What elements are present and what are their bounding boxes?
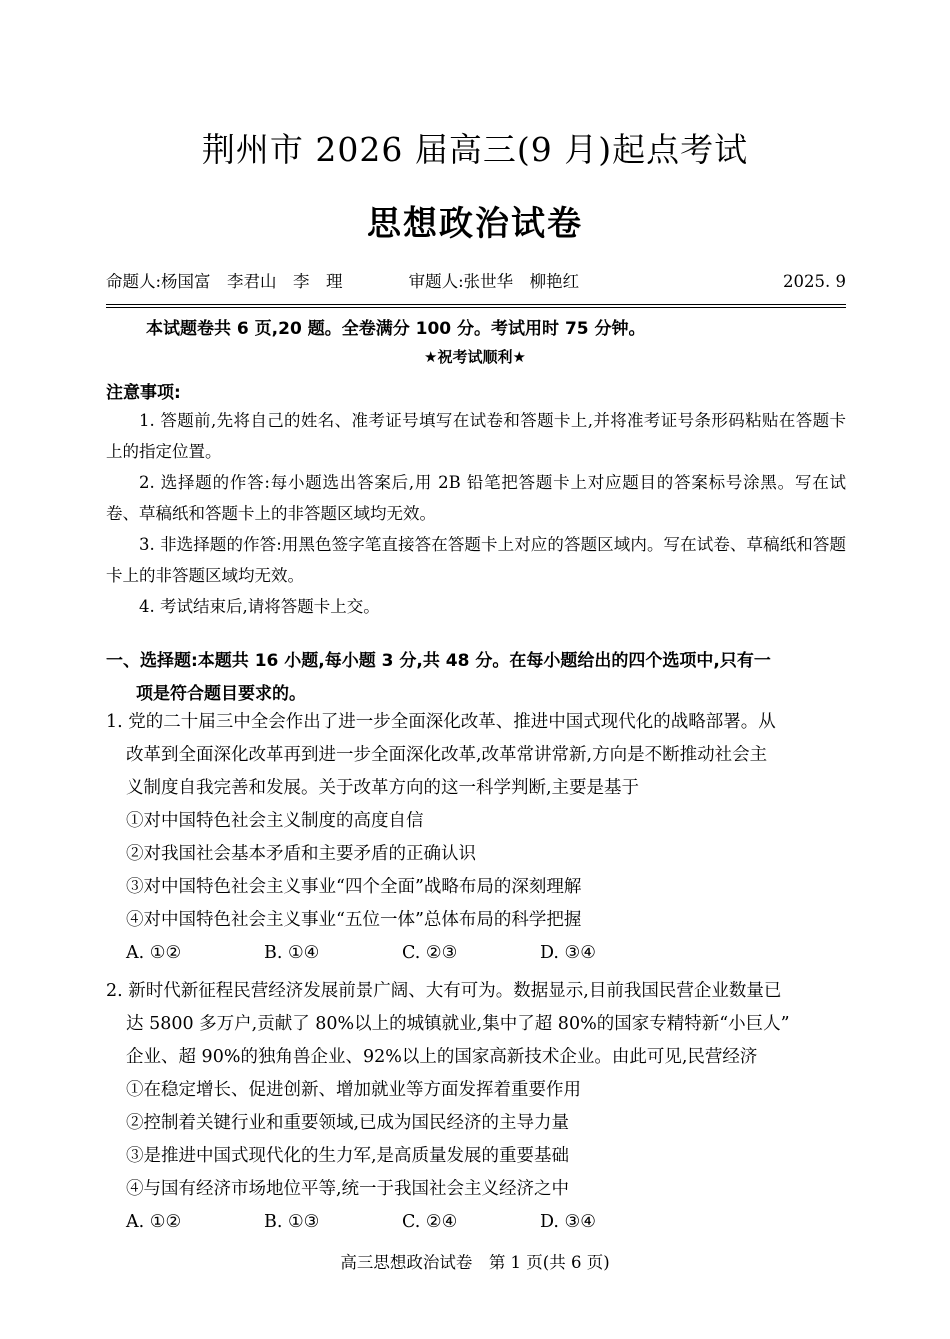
choice-d: D. ③④ [540, 943, 596, 963]
section-heading-line: 项是符合题目要求的。 [136, 684, 306, 704]
question-option: ①对中国特色社会主义制度的高度自信 [126, 811, 424, 831]
choice-c: C. ②④ [402, 1212, 458, 1232]
notes-list [106, 405, 846, 622]
choice-d: D. ③④ [540, 1212, 596, 1232]
question-option: ④对中国特色社会主义事业“五位一体”总体布局的科学把握 [126, 910, 582, 930]
question-2 [106, 975, 846, 1239]
answer-choices [106, 937, 846, 970]
question-stem-line: 2. 新时代新征程民营经济发展前景广阔、大有可为。数据显示,目前我国民营企业数量已 [106, 981, 782, 1001]
note-item: 4. 考试结束后,请将答题卡上交。 [139, 597, 380, 616]
author-names [106, 268, 579, 292]
note-item: 3. 非选择题的作答:用黑色签字笔直接答在答题卡上对应的答题区域内。写在试卷、草稿纸和答题卡上的非答题区域均无效。 [106, 535, 846, 585]
reviewers: 审题人:张世华 柳艳红 [408, 272, 580, 291]
question-option: ①在稳定增长、促进创新、增加就业等方面发挥着重要作用 [126, 1080, 581, 1100]
header-rule-bottom [106, 307, 846, 308]
choice-a: A. ①② [126, 943, 182, 963]
exam-date: 2025. 9 [783, 272, 846, 291]
note-item: 1. 答题前,先将自己的姓名、准考证号填写在试卷和答题卡上,并将准考证号条形码粘贴在答题卡上的指定位置。 [106, 411, 846, 461]
question-option: ②对我国社会基本矛盾和主要矛盾的正确认识 [126, 844, 476, 864]
choice-b: B. ①③ [264, 1212, 320, 1232]
exam-title: 荆州市 2026 届高三(9 月)起点考试 [201, 130, 749, 169]
section-heading-line: 一、选择题:本题共 16 小题,每小题 3 分,共 48 分。在每小题给出的四个选项中,只有一 [106, 651, 771, 671]
question-option: ③对中国特色社会主义事业“四个全面”战略布局的深刻理解 [126, 877, 582, 897]
section-heading [106, 645, 846, 711]
header-rule-top [106, 304, 846, 305]
subject-title: 思想政治试卷 [367, 204, 583, 244]
question-stem-line: 企业、超 90%的独角兽企业、92%以上的国家高新技术企业。由此可见,民营经济 [126, 1047, 758, 1067]
choice-c: C. ②③ [402, 943, 458, 963]
question-1 [106, 706, 846, 970]
question-option: ③是推进中国式现代化的生力军,是高质量发展的重要基础 [126, 1146, 570, 1166]
notes-title: 注意事项: [106, 383, 181, 403]
good-luck-banner: ★祝考试顺利★ [424, 348, 526, 366]
exam-summary: 本试题卷共 6 页,20 题。全卷满分 100 分。考试用时 75 分钟。 [146, 319, 646, 339]
question-stem-line: 达 5800 多万户,贡献了 80%以上的城镇就业,集中了超 80%的国家专精特新“小巨人” [126, 1014, 790, 1034]
question-stem-line: 改革到全面深化改革再到进一步全面深化改革,改革常讲常新,方向是不断推动社会主 [126, 745, 768, 765]
answer-choices [106, 1206, 846, 1239]
question-stem-line: 1. 党的二十届三中全会作出了进一步全面深化改革、推进中国式现代化的战略部署。从 [106, 712, 776, 732]
author-line [106, 268, 846, 292]
choice-b: B. ①④ [264, 943, 320, 963]
page-footer: 高三思想政治试卷 第 1 页(共 6 页) [340, 1253, 610, 1272]
question-stem-line: 义制度自我完善和发展。关于改革方向的这一科学判断,主要是基于 [126, 778, 640, 798]
note-item: 2. 选择题的作答:每小题选出答案后,用 2B 铅笔把答题卡上对应题目的答案标号涂黑。写在试卷、草稿纸和答题卡上的非答题区域均无效。 [106, 473, 846, 523]
question-option: ④与国有经济市场地位平等,统一于我国社会主义经济之中 [126, 1179, 570, 1199]
question-option: ②控制着关键行业和重要领域,已成为国民经济的主导力量 [126, 1113, 570, 1133]
choice-a: A. ①② [126, 1212, 182, 1232]
proposers: 命题人:杨国富 李君山 李 理 [106, 272, 343, 291]
